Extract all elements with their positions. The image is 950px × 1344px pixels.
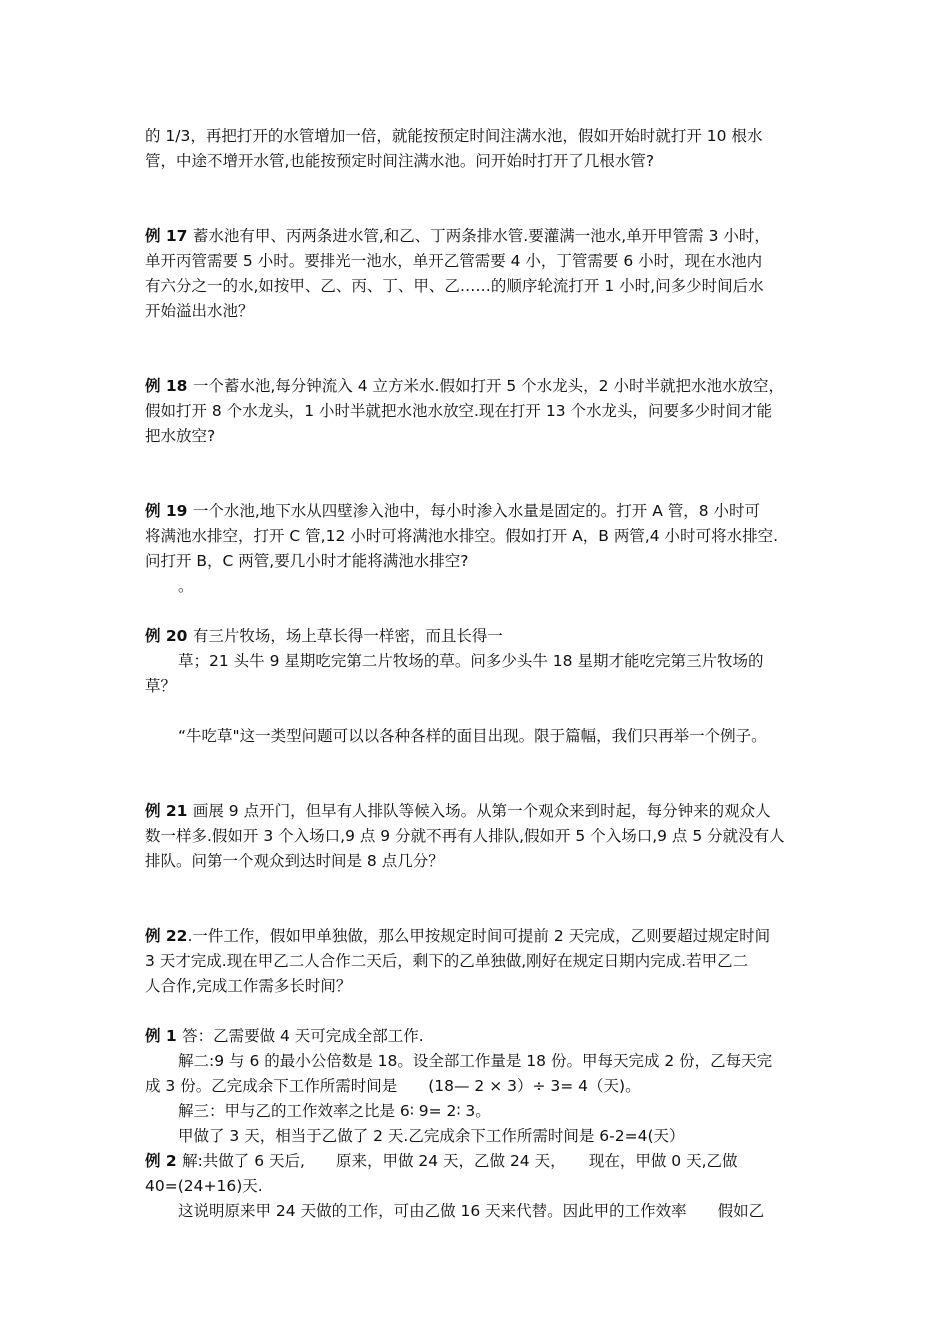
text: 40=(24+16)天. xyxy=(145,1177,263,1195)
text: 答：乙需要做 4 天可完成全部工作. xyxy=(182,1027,424,1045)
example-18-heading xyxy=(145,374,835,398)
text-line xyxy=(178,574,868,598)
text: 3 天才完成.现在甲乙二人合作二天后，剩下的乙单独做,刚好在规定日期内完成.若甲乙二 xyxy=(145,952,749,970)
text: 有六分之一的水,如按甲、乙、丙、丁、甲、乙……的顺序轮流打开 1 小时,问多少时间后水 xyxy=(145,277,764,295)
text: 蓄水池有甲、丙两条进水管,和乙、丁两条排水管.要灌满一池水,单开甲管需 3 小时， xyxy=(192,227,770,245)
text: 的 1/3，再把打开的水管增加一倍，就能按预定时间注满水池，假如开始时就打开 10 根水 xyxy=(145,127,763,145)
example-label: 例 17 xyxy=(145,227,193,245)
text-line xyxy=(178,1049,868,1073)
text: 草？ xyxy=(145,677,177,695)
text-line xyxy=(145,949,835,973)
text: 解三：甲与乙的工作效率之比是 6∶ 9= 2∶ 3。 xyxy=(178,1102,491,1120)
text: 这说明原来甲 24 天做的工作，可由乙做 16 天来代替。因此甲的工作效率 假如乙 xyxy=(178,1202,765,1220)
text: 成 3 份。乙完成余下工作所需时间是 (18— 2 × 3）÷ 3= 4（天)。 xyxy=(145,1077,641,1095)
text-line xyxy=(145,399,835,423)
text: 一个水池,地下水从四壁渗入池中，每小时渗入水量是固定的。打开 A 管，8 小时可 xyxy=(192,502,761,520)
text-line xyxy=(145,824,835,848)
text: 解二:9 与 6 的最小公倍数是 18。设全部工作量是 18 份。甲每天完成 2 份，乙每天完 xyxy=(178,1052,773,1070)
text: 一个蓄水池,每分钟流入 4 立方米水.假如打开 5 个水龙头，2 小时半就把水池水放空， xyxy=(192,377,784,395)
text-line xyxy=(145,1174,835,1198)
text-line xyxy=(178,1124,868,1148)
text: 草；21 头牛 9 星期吃完第二片牧场的草。问多少头牛 18 星期才能吃完第三片牧场的 xyxy=(178,652,764,670)
example-21-heading xyxy=(145,799,835,823)
text-line xyxy=(145,274,835,298)
text-line xyxy=(145,424,835,448)
text: 人合作,完成工作需多长时间？ xyxy=(145,977,352,995)
text: 问打开 B，C 两管,要几小时才能将满池水排空? xyxy=(145,552,469,570)
example-19-heading xyxy=(145,499,835,523)
text-line xyxy=(145,549,835,573)
example-22-heading xyxy=(145,924,835,948)
text: 假如打开 8 个水龙头，1 小时半就把水池水放空.现在打开 13 个水龙头，问要多少时间才能 xyxy=(145,402,773,420)
text: 画展 9 点开门，但早有人排队等候入场。从第一个观众来到时起，每分钟来的观众人 xyxy=(192,802,771,820)
text: 。 xyxy=(178,577,194,595)
example-20-heading xyxy=(145,624,835,648)
text: 将满池水排空，打开 C 管,12 小时可将满池水排空。假如打开 A，B 两管,4 小时可将水排空. xyxy=(145,527,778,545)
text-line xyxy=(145,674,835,698)
text-line xyxy=(145,1074,835,1098)
example-label: 例 2 xyxy=(145,1152,183,1170)
example-label: 例 19 xyxy=(145,502,193,520)
example-label: 例 20 xyxy=(145,627,193,645)
text: 开始溢出水池？ xyxy=(145,302,254,320)
text-line xyxy=(145,849,835,873)
example-1-answer xyxy=(145,1024,835,1048)
text-line xyxy=(145,124,835,148)
example-label: 例 22 xyxy=(145,927,188,945)
text: .一件工作，假如甲单独做，那么甲按规定时间可提前 2 天完成，乙则要超过规定时间 xyxy=(187,927,771,945)
text-line xyxy=(178,724,868,748)
example-17-heading xyxy=(145,224,835,248)
text-line xyxy=(178,1099,868,1123)
text-line xyxy=(145,524,835,548)
text: 解:共做了 6 天后, 原来，甲做 24 天，乙做 24 天， 现在，甲做 0 天,乙做 xyxy=(182,1152,738,1170)
example-label: 例 21 xyxy=(145,802,193,820)
example-2-solution xyxy=(145,1149,835,1173)
text: 单开丙管需要 5 小时。要排光一池水，单开乙管需要 4 小，丁管需要 6 小时，现在水池内 xyxy=(145,252,763,270)
text-line xyxy=(145,249,835,273)
text: 排队。问第一个观众到达时间是 8 点几分？ xyxy=(145,852,444,870)
text: 数一样多.假如开 3 个入场口,9 点 9 分就不再有人排队,假如开 5 个入场口,9 点 5 分就没有人 xyxy=(145,827,785,845)
text-line xyxy=(145,299,835,323)
text-line xyxy=(145,149,835,173)
text: 甲做了 3 天，相当于乙做了 2 天.乙完成余下工作所需时间是 6-2=4(天） xyxy=(178,1127,685,1145)
text: 把水放空? xyxy=(145,427,216,445)
text-line xyxy=(145,974,835,998)
text-line xyxy=(178,1199,868,1223)
text: 管，中途不增开水管,也能按预定时间注满水池。问开始时打开了几根水管? xyxy=(145,152,655,170)
example-label: 例 1 xyxy=(145,1027,183,1045)
example-label: 例 18 xyxy=(145,377,193,395)
text-line xyxy=(178,649,868,673)
text: “牛吃草"这一类型问题可以以各种各样的面目出现。限于篇幅，我们只再举一个例子。 xyxy=(178,727,767,745)
text: 有三片牧场，场上草长得一样密，而且长得一 xyxy=(192,627,503,645)
